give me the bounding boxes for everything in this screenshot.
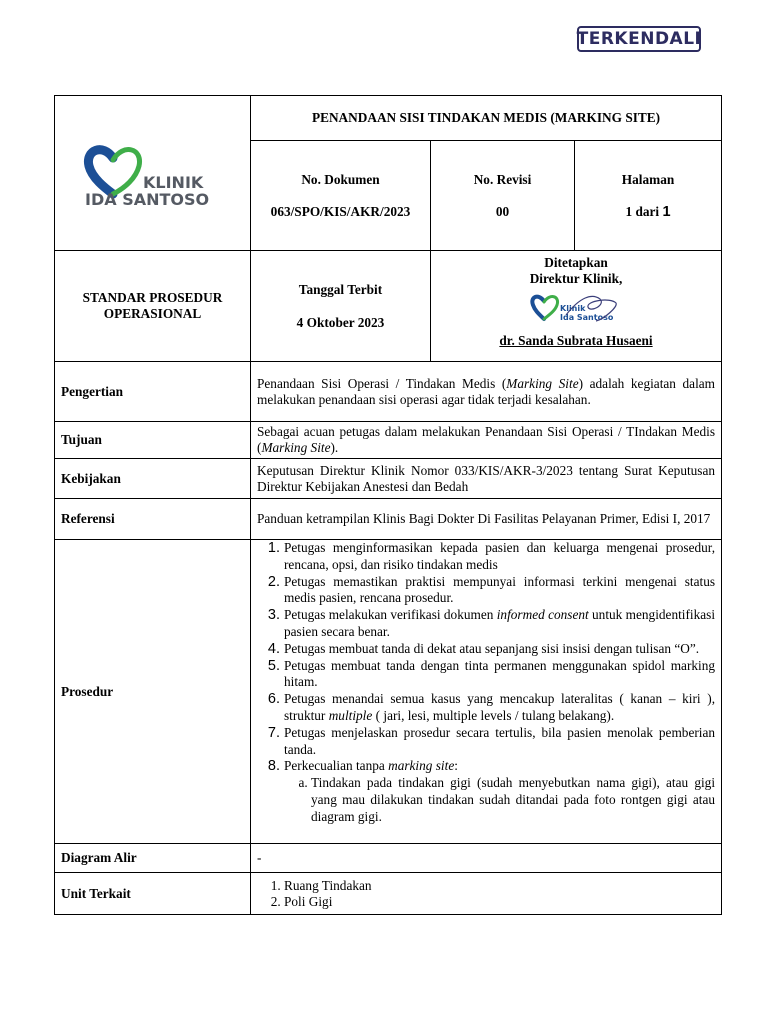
label-kebijakan: Kebijakan bbox=[55, 459, 251, 499]
logo-text-name: IDA SANTOSO bbox=[84, 190, 209, 208]
signature-logo-text2: Ida Santoso bbox=[560, 313, 614, 322]
director-name: dr. Sanda Subrata Husaeni bbox=[499, 333, 653, 348]
prosedur-step-8a: Tindakan pada tindakan gigi (sudah menyebutkan nama gigi), atau gigi yang mau dilakukan tindakan sudah ditandai pada foto rontgen gigi atau diagram gigi. bbox=[311, 775, 716, 824]
row-diagram-alir bbox=[55, 844, 722, 873]
label-unit-terkait: Unit Terkait bbox=[55, 873, 251, 915]
row-referensi bbox=[55, 499, 722, 540]
page-value bbox=[581, 204, 715, 220]
revision-label: No. Revisi bbox=[473, 171, 532, 187]
label-prosedur: Prosedur bbox=[55, 540, 251, 844]
prosedur-step-6-em: multiple bbox=[328, 707, 373, 723]
prosedur-list bbox=[257, 540, 715, 826]
prosedur-step-7: Petugas menjelaskan prosedur secara tertulis, bila pasien menolak pemberian tanda. bbox=[284, 724, 716, 757]
approval-line1: Ditetapkan bbox=[544, 255, 608, 270]
prosedur-step-6-post: ( jari, lesi, multiple levels / tulang belakang). bbox=[372, 707, 615, 723]
row-unit-terkait bbox=[55, 873, 722, 915]
sop-label: STANDAR PROSEDUR OPERASIONAL bbox=[55, 251, 251, 362]
tujuan-em: Marking Site bbox=[261, 440, 331, 455]
text-tujuan bbox=[251, 422, 722, 459]
row-pengertian bbox=[55, 362, 722, 422]
page-cell bbox=[575, 141, 722, 251]
approval-row bbox=[55, 251, 722, 362]
tujuan-post: ). bbox=[330, 440, 339, 455]
stamp-text: TERKENDALI bbox=[576, 29, 702, 49]
doc-number-value: 063/SPO/KIS/AKR/2023 bbox=[270, 203, 411, 219]
prosedur-sub-list bbox=[284, 775, 715, 825]
revision-value: 00 bbox=[495, 203, 510, 219]
prosedur-step-3-pre: Petugas melakukan verifikasi dokumen bbox=[284, 607, 497, 623]
text-pengertian bbox=[251, 362, 722, 422]
prosedur-step bbox=[284, 691, 715, 725]
label-diagram-alir: Diagram Alir bbox=[55, 844, 251, 873]
doc-number-label: No. Dokumen bbox=[301, 171, 380, 187]
page-value-prefix: 1 dari bbox=[625, 203, 663, 219]
approval-cell bbox=[431, 251, 722, 362]
unit-item: 1. Ruang Tindakan bbox=[284, 878, 715, 894]
signature-logo-heart-right bbox=[544, 297, 558, 319]
logo-cell bbox=[55, 96, 251, 251]
value-diagram-alir: - bbox=[251, 844, 722, 873]
unit-item: 2. Poli Gigi bbox=[284, 894, 715, 910]
signature-logo-text1: Klinik bbox=[560, 304, 586, 313]
clinic-logo bbox=[83, 138, 223, 208]
revision-cell bbox=[431, 141, 575, 251]
prosedur-step-8-pre: Perkecualian tanpa bbox=[284, 758, 389, 774]
prosedur-step-3-em: informed consent bbox=[496, 607, 589, 623]
controlled-stamp bbox=[577, 26, 701, 52]
prosedur-step-6-pre: Petugas menandai semua kasus yang mencakup lateralitas ( kanan – kiri ), struktur bbox=[284, 691, 716, 723]
prosedur-step bbox=[284, 758, 715, 825]
prosedur-step bbox=[284, 725, 715, 759]
approval-line2: Direktur Klinik, bbox=[529, 271, 623, 286]
prosedur-step-8-post: : bbox=[454, 758, 458, 774]
logo-heart-right bbox=[113, 150, 140, 194]
prosedur-step-4: Petugas membuat tanda di dekat atau sepanjang sisi insisi dengan tulisan “O”. bbox=[284, 640, 700, 656]
prosedur-step-5: Petugas membuat tanda dengan tinta permanen menggunakan spidol marking hitam. bbox=[284, 657, 716, 690]
pengertian-em: Marking Site bbox=[506, 375, 579, 391]
prosedur-cell bbox=[251, 540, 722, 844]
title-row bbox=[55, 96, 722, 141]
prosedur-step-2: Petugas memastikan praktisi mempunyai informasi terkini mengenai status medis pasien, rencana prosedur. bbox=[284, 573, 716, 606]
prosedur-step bbox=[284, 574, 715, 608]
page-value-total: 1 bbox=[662, 203, 671, 220]
issue-date-label: Tanggal Terbit bbox=[298, 281, 383, 297]
prosedur-step-8-em: marking site bbox=[388, 758, 455, 774]
text-referensi: Panduan ketrampilan Klinis Bagi Dokter Di Fasilitas Pelayanan Primer, Edisi I, 2017 bbox=[251, 499, 722, 540]
pengertian-post: ) adalah kegiatan dalam melakukan penandaan sisi operasi agar tidak terjadi kesalahan. bbox=[257, 375, 716, 407]
label-tujuan: Tujuan bbox=[55, 422, 251, 459]
row-prosedur bbox=[55, 540, 722, 844]
prosedur-step-1: Petugas menginformasikan kepada pasien dan keluarga mengenai prosedur, rencana, opsi, dan risiko tindakan medis bbox=[284, 540, 716, 572]
sop-table bbox=[54, 95, 722, 915]
tujuan-pre: Sebagai acuan petugas dalam melakukan Penandaan Sisi Operasi / TIndakan Medis ( bbox=[257, 424, 716, 455]
prosedur-step bbox=[284, 641, 715, 658]
label-pengertian: Pengertian bbox=[55, 362, 251, 422]
unit-list bbox=[257, 878, 715, 910]
logo-heart-left bbox=[88, 150, 113, 194]
issue-date-value: 4 Oktober 2023 bbox=[296, 314, 385, 330]
page-label: Halaman bbox=[621, 171, 675, 187]
prosedur-step bbox=[284, 540, 715, 574]
signature-stamp bbox=[530, 289, 622, 325]
label-referensi: Referensi bbox=[55, 499, 251, 540]
logo-text-klinik: KLINIK bbox=[142, 173, 203, 192]
prosedur-step bbox=[284, 658, 715, 692]
prosedur-step-3-post: untuk mengidentifikasi pasien secara benar. bbox=[284, 607, 716, 639]
unit-terkait-cell bbox=[251, 873, 722, 915]
text-kebijakan: Keputusan Direktur Klinik Nomor 033/KIS/AKR-3/2023 tentang Surat Keputusan Direktur Kebijakan Anestesi dan Bedah bbox=[251, 459, 722, 499]
prosedur-sub-step bbox=[311, 775, 715, 825]
row-kebijakan bbox=[55, 459, 722, 499]
prosedur-step bbox=[284, 607, 715, 641]
pengertian-pre: Penandaan Sisi Operasi / Tindakan Medis ( bbox=[257, 375, 507, 391]
signature-logo-heart-left bbox=[532, 297, 544, 319]
document-title: PENANDAAN SISI TINDAKAN MEDIS (MARKING SITE) bbox=[251, 96, 722, 141]
doc-number-cell bbox=[251, 141, 431, 251]
issue-date-cell bbox=[251, 251, 431, 362]
row-tujuan bbox=[55, 422, 722, 459]
